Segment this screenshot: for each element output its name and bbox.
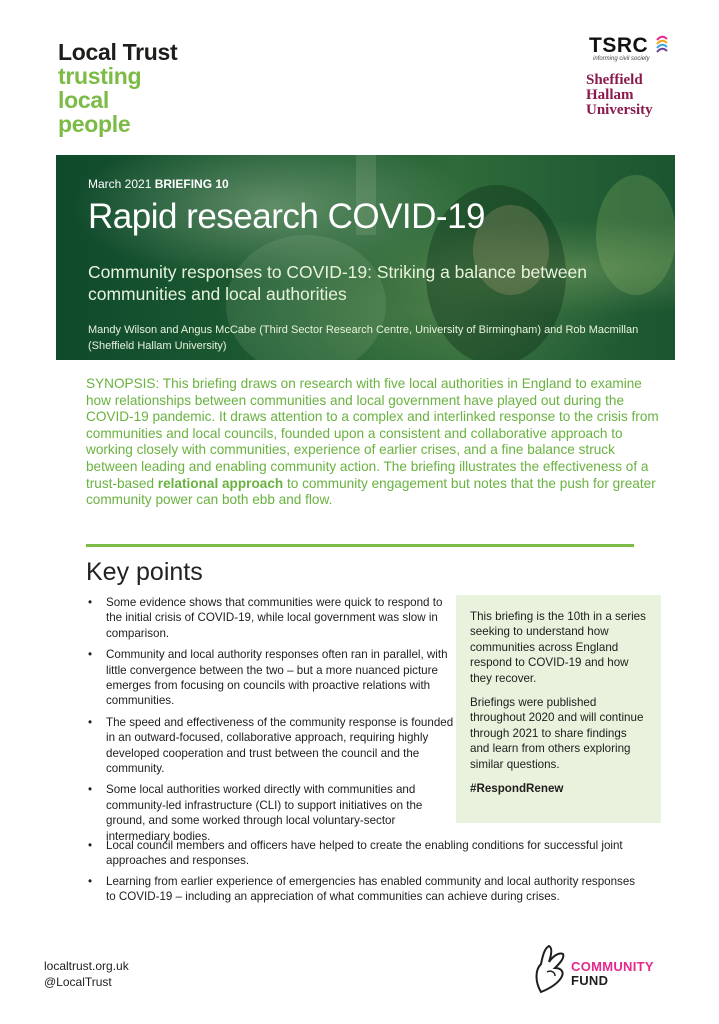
synopsis-emphasis: relational approach [157, 475, 284, 491]
key-point-6 [86, 874, 646, 905]
footer-links [44, 958, 129, 990]
page-subtitle: Community responses to COVID-19: Striking a balance between communities and local authorities [88, 262, 587, 304]
key-point-text: Community and local authority responses often ran in parallel, with little convergence between the two – but a more nuanced picture emerges from focusing on councils with proactive relations with communities. [106, 648, 448, 708]
key-points-list [86, 595, 458, 850]
local-trust-tagline-2: local [58, 87, 109, 113]
bullet: • [88, 648, 93, 662]
key-point-text: Learning from earlier experience of emergencies has enabled community and local authority responses to COVID-19 – including an appreciation of what communities can achieve during crises. [106, 874, 636, 904]
series-info-para-2: Briefings were published throughout 2020 and will continue through 2021 to share findings and learn from others exploring similar questions. [470, 696, 644, 771]
hero-banner [56, 155, 675, 360]
twitter-handle[interactable]: @LocalTrust [44, 975, 112, 989]
key-point-text: The speed and effectiveness of the community response is founded in an outward-focused, collaborative approach, requiring highly developed cooperation and trust between the council and the community. [106, 715, 454, 776]
local-trust-name: Local Trust [58, 39, 178, 65]
key-points-list-continued [86, 838, 646, 910]
series-info-para-1: This briefing is the 10th in a series seeking to understand how communities across England respond to COVID-19 and how they recover. [470, 610, 646, 685]
bullet: • [88, 839, 93, 852]
page-title: Rapid research COVID-19 [88, 197, 485, 236]
key-point-5 [86, 838, 646, 869]
local-trust-logo [58, 40, 218, 136]
briefing-date [88, 177, 229, 191]
shu-line-3: University [586, 102, 653, 118]
key-point-text: Some evidence shows that communities were quick to respond to the initial crisis of COVID-19, while local government was slow in comparison. [106, 596, 443, 640]
bullet: • [88, 783, 93, 797]
synopsis-text-2: to community engagement but notes that the push for greater community power can both ebb and flow. [86, 475, 656, 508]
key-point-1 [86, 595, 458, 641]
key-point-text: Local council members and officers have helped to create the enabling conditions for successful joint approaches and responses. [106, 839, 623, 868]
series-info-box [456, 595, 661, 823]
key-point-3 [86, 715, 458, 777]
date-text: March 2021 [88, 177, 152, 191]
key-point-text: Some local authorities worked directly with communities and community-led infrastructure (CLI) to support initiatives on the ground, and some worked through local voluntary-sector intermediary bodies. [106, 783, 423, 843]
synopsis-text-1: SYNOPSIS: This briefing draws on research with five local authorities in England to examine how relationships between communities and local government have played out during the COVID-19 pandemic. It draws attention to a complex and interlinked response to the crisis from communities and local councils, founded upon a consistent and collaborative approach to working closely with communities, experience of earlier crises, and a fine balance struck between leading and enabling community action. The briefing illustrates the effectiveness of a trust-based [86, 376, 659, 491]
key-point-4 [86, 782, 458, 844]
community-fund-line-2: FUND [571, 973, 609, 988]
community-fund-logo [531, 940, 681, 995]
synopsis [86, 376, 666, 509]
local-trust-tagline-1: trusting [58, 63, 142, 89]
local-trust-tagline-3: people [58, 111, 131, 137]
key-point-2 [86, 647, 458, 709]
tsrc-swirl-icon [654, 34, 670, 56]
bullet: • [88, 874, 93, 888]
crossed-fingers-icon [531, 942, 571, 994]
shu-line-2: Hallam [586, 87, 634, 103]
tsrc-logo [589, 34, 679, 62]
sheffield-hallam-logo [586, 73, 681, 118]
community-fund-text [571, 960, 654, 988]
bullet: • [88, 596, 93, 609]
authors: Mandy Wilson and Angus McCabe (Third Sector Research Centre, University of Birmingham) and Rob Macmillan (Sheffield Hallam University) [88, 324, 639, 352]
section-divider [86, 544, 634, 547]
bullet: • [88, 715, 93, 729]
tsrc-tagline: informing civil society [593, 56, 650, 62]
community-fund-line-1: COMMUNITY [571, 959, 654, 974]
hashtag[interactable]: #RespondRenew [470, 782, 564, 796]
briefing-number: BRIEFING 10 [154, 177, 229, 191]
key-points-heading: Key points [86, 558, 203, 586]
website-link[interactable]: localtrust.org.uk [44, 959, 129, 973]
shu-line-1: Sheffield [586, 72, 643, 88]
tsrc-name: TSRC [589, 34, 649, 57]
